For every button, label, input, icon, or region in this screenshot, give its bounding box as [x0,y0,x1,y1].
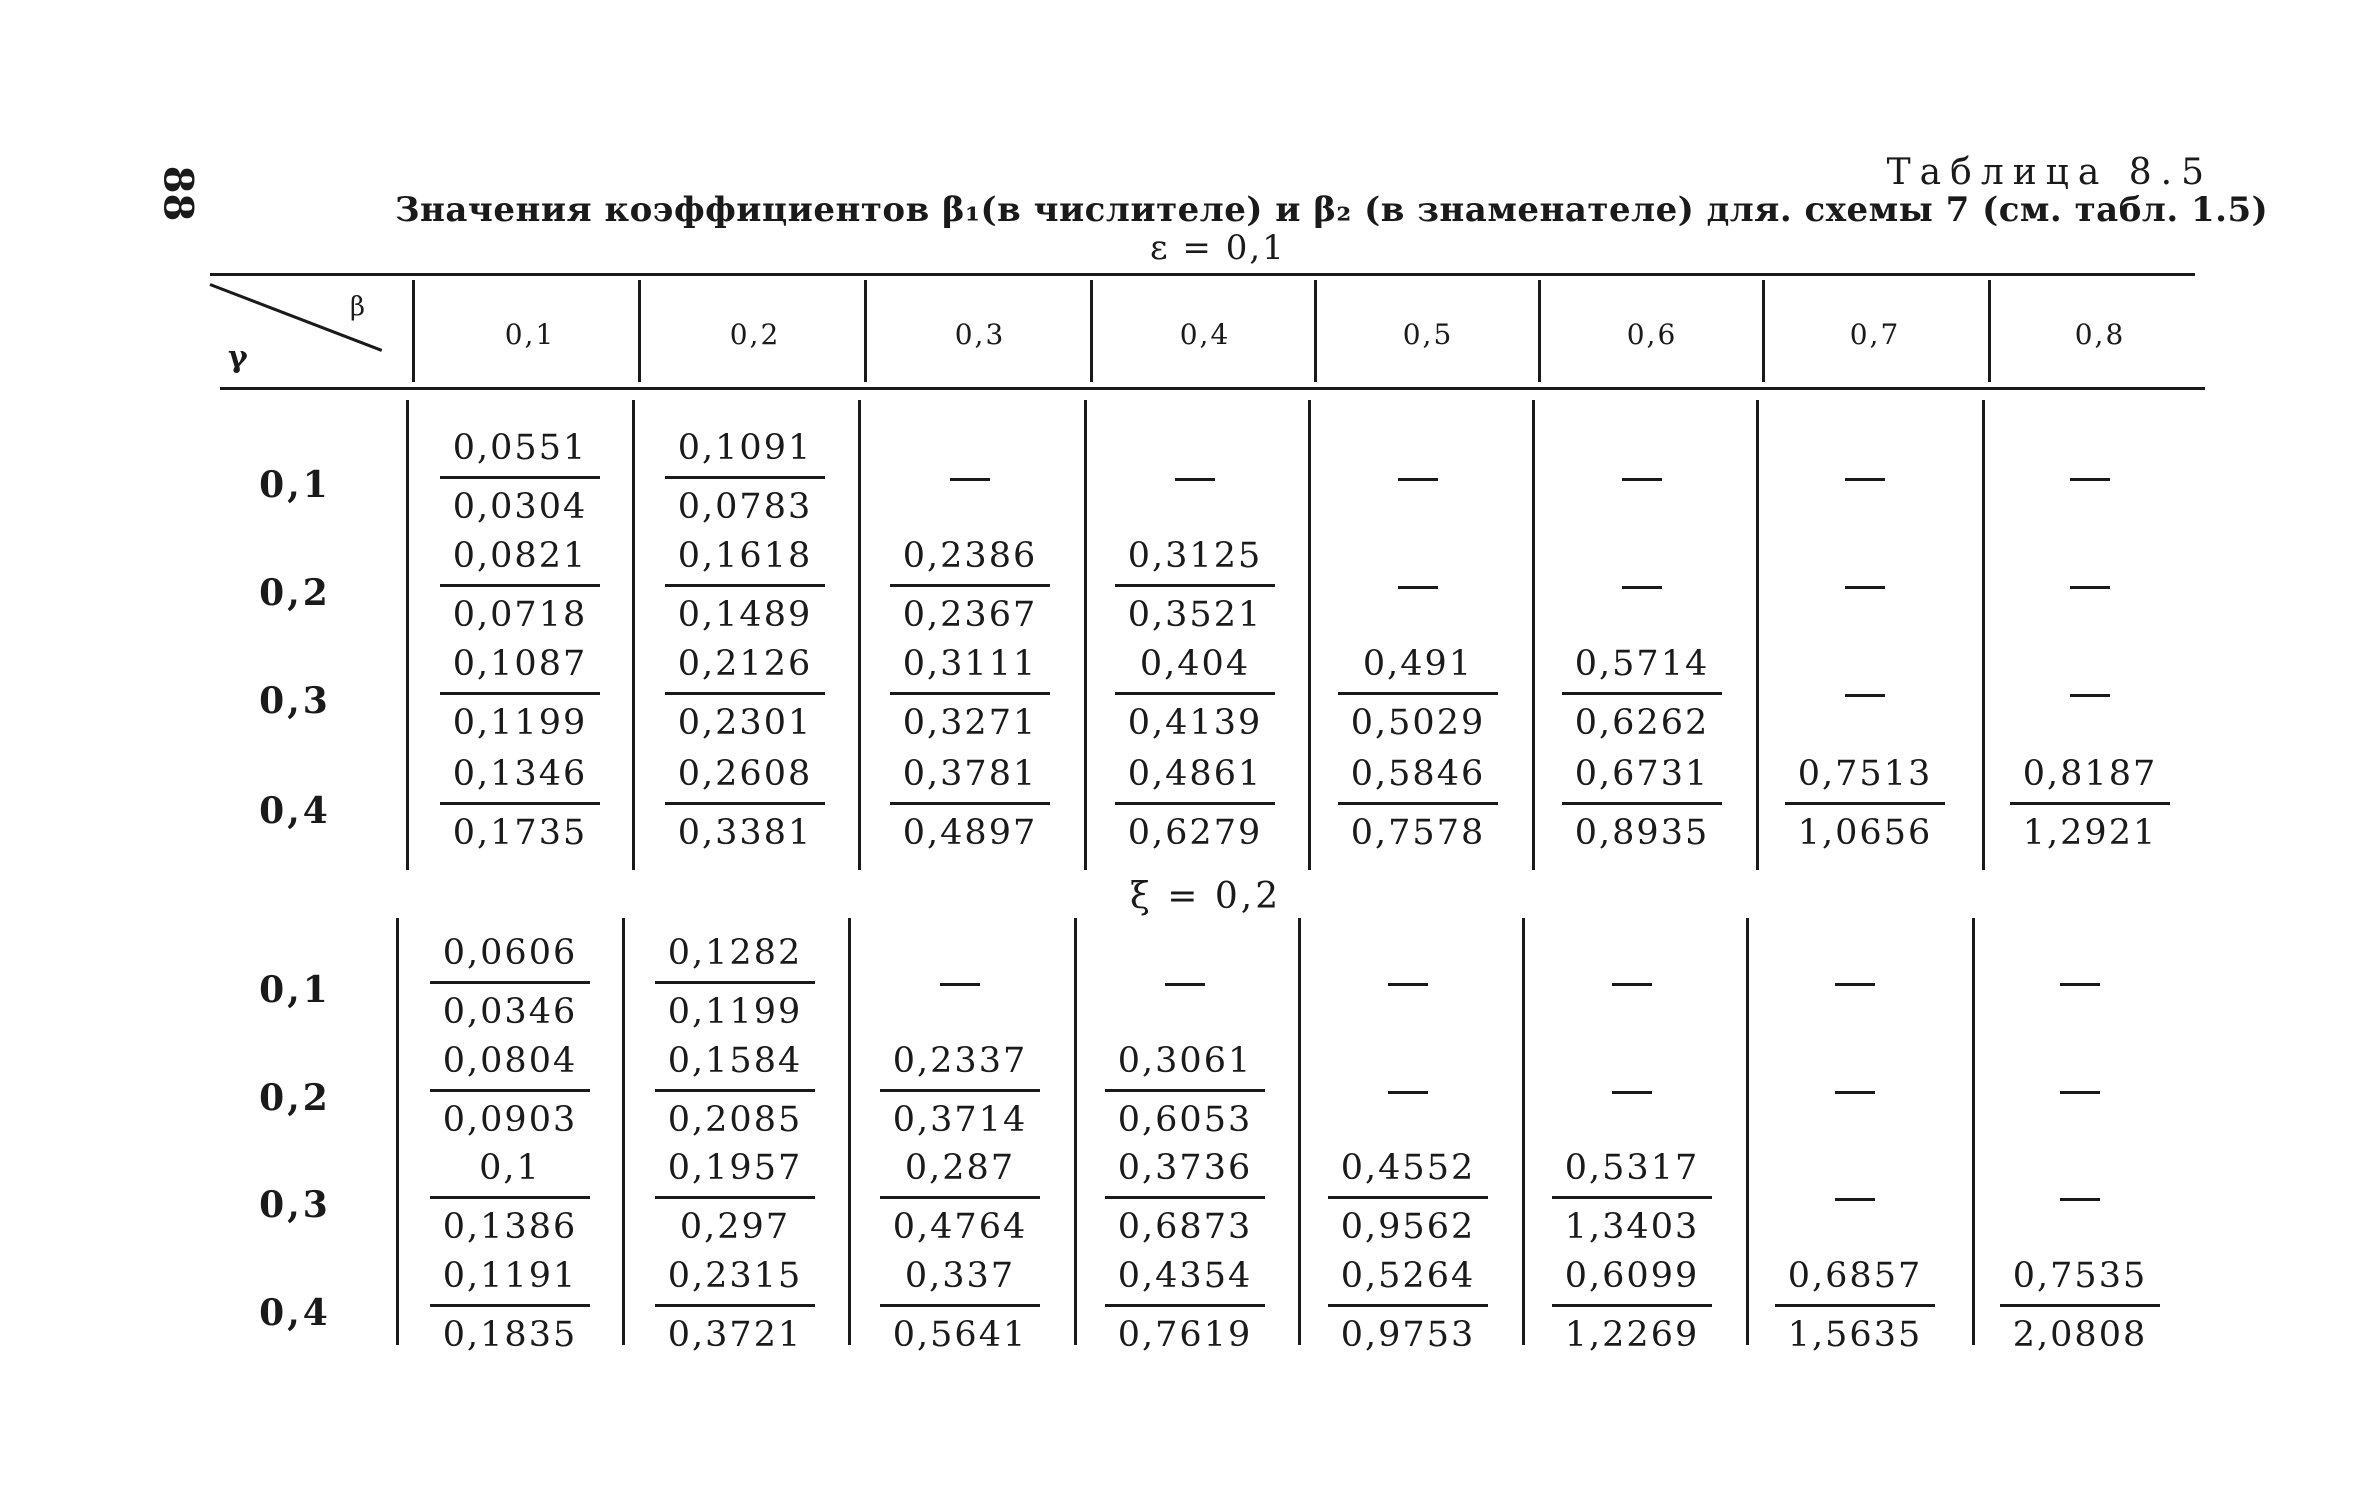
fraction-cell [440,422,600,533]
beta1-numerator: 0,7513 [1797,754,1933,794]
body-column-separator [1982,400,1985,870]
beta1-numerator: 0,5714 [1574,644,1710,684]
beta1-numerator: 0,5264 [1340,1256,1476,1296]
table-label: Таблица 8.5 [1886,152,2213,193]
beta1-numerator: 0,0804 [442,1041,578,1081]
beta1-numerator: 0,6099 [1564,1256,1700,1296]
body-column-separator [848,918,851,1345]
fraction-cell [655,1142,815,1253]
body-column-separator [1298,918,1301,1345]
beta2-denominator: 0,3714 [892,1100,1028,1140]
table-caption: Значения коэффициентов β₁(в числителе) и β₂ (в знаменателе) для. схемы 7 (см. табл. 1.5) [395,190,2269,230]
beta1-numerator: 0,337 [904,1256,1016,1296]
beta1-numerator: 0,3125 [1127,536,1263,576]
fraction-cell [890,530,1050,641]
beta2-denominator: 0,6053 [1117,1100,1253,1140]
row-label-gamma: 0,2 [259,1077,331,1119]
beta2-denominator: 0,3381 [677,813,813,853]
empty-cell-dash [1388,983,1428,986]
column-header-beta: 0,5 [1402,318,1454,351]
beta2-denominator: 0,5641 [892,1315,1028,1355]
body-column-separator [622,918,625,1345]
column-header-beta: 0,8 [2074,318,2126,351]
beta1-numerator: 0,3781 [902,754,1038,794]
row-label-gamma: 0,3 [259,1184,331,1226]
fraction-cell [880,1035,1040,1146]
block2-title: ξ = 0,2 [1130,876,1282,917]
fraction-cell [430,1250,590,1361]
empty-cell-dash [1835,1198,1875,1201]
body-column-separator [396,918,399,1345]
fraction-cell [2000,1250,2160,1361]
header-column-separator [412,280,415,382]
column-header-beta: 0,1 [504,318,556,351]
body-column-separator [1084,400,1087,870]
row-label-gamma: 0,4 [259,1292,331,1334]
body-column-separator [1746,918,1749,1345]
fraction-cell [1115,748,1275,859]
beta2-denominator: 0,0346 [442,992,578,1032]
fraction-cell [440,638,600,749]
beta1-numerator: 0,1618 [677,536,813,576]
beta2-denominator: 0,2367 [902,595,1038,635]
beta2-denominator: 0,1489 [677,595,813,635]
empty-cell-dash [1398,478,1438,481]
beta1-numerator: 0,2337 [892,1041,1028,1081]
empty-cell-dash [940,983,980,986]
beta1-numerator: 0,4861 [1127,754,1263,794]
fraction-cell [890,748,1050,859]
body-column-separator [1972,918,1975,1345]
body-column-separator [1532,400,1535,870]
beta1-numerator: 0,6857 [1787,1256,1923,1296]
empty-cell-dash [1612,983,1652,986]
beta2-denominator: 0,297 [679,1207,791,1247]
beta2-denominator: 0,4139 [1127,703,1263,743]
fraction-cell [655,1035,815,1146]
row-label-gamma: 0,1 [259,464,331,506]
beta2-denominator: 0,0718 [452,595,588,635]
fraction-cell [1115,638,1275,749]
empty-cell-dash [2070,694,2110,697]
beta1-numerator: 0,7535 [2012,1256,2148,1296]
beta2-denominator: 0,2085 [667,1100,803,1140]
header-column-separator [1090,280,1093,382]
beta1-numerator: 0,4552 [1340,1148,1476,1188]
fraction-cell [430,1142,590,1253]
beta2-denominator: 0,1835 [442,1315,578,1355]
beta1-numerator: 0,404 [1139,644,1251,684]
beta2-denominator: 1,0656 [1797,813,1933,853]
beta1-numerator: 0,3111 [902,644,1038,684]
empty-cell-dash [1845,586,1885,589]
fraction-cell [665,530,825,641]
header-top-rule [210,273,2195,276]
column-header-beta: 0,6 [1626,318,1678,351]
fraction-cell [1338,748,1498,859]
fraction-cell [440,530,600,641]
empty-cell-dash [1622,586,1662,589]
fraction-cell [440,748,600,859]
beta2-denominator: 0,3271 [902,703,1038,743]
beta1-numerator: 0,1091 [677,428,813,468]
fraction-cell [1562,638,1722,749]
fraction-cell [1785,748,1945,859]
fraction-cell [890,638,1050,749]
header-column-separator [1538,280,1541,382]
beta2-denominator: 0,7619 [1117,1315,1253,1355]
beta2-denominator: 0,6873 [1117,1207,1253,1247]
beta2-denominator: 1,2921 [2022,813,2158,853]
beta1-numerator: 0,5317 [1564,1148,1700,1188]
fraction-cell [430,927,590,1038]
empty-cell-dash [1845,478,1885,481]
fraction-cell [1562,748,1722,859]
beta1-numerator: 0,287 [904,1148,1016,1188]
beta2-denominator: 0,6262 [1574,703,1710,743]
beta1-numerator: 0,3061 [1117,1041,1253,1081]
fraction-cell [880,1250,1040,1361]
header-column-separator [1762,280,1765,382]
beta2-denominator: 0,5029 [1350,703,1486,743]
beta2-denominator: 0,1199 [452,703,588,743]
empty-cell-dash [2070,478,2110,481]
empty-cell-dash [2060,983,2100,986]
body-column-separator [1308,400,1311,870]
fraction-cell [665,422,825,533]
header-column-separator [864,280,867,382]
column-header-beta: 0,3 [954,318,1006,351]
row-label-gamma: 0,3 [259,680,331,722]
row-label-gamma: 0,2 [259,572,331,614]
beta1-numerator: 0,2315 [667,1256,803,1296]
body-column-separator [1074,918,1077,1345]
beta2-denominator: 0,1735 [452,813,588,853]
corner-beta-label: β [350,292,366,322]
beta2-denominator: 0,7578 [1350,813,1486,853]
beta1-numerator: 0,1346 [452,754,588,794]
beta1-numerator: 0,3736 [1117,1148,1253,1188]
beta1-numerator: 0,0821 [452,536,588,576]
fraction-cell [2010,748,2170,859]
fraction-cell [1775,1250,1935,1361]
beta1-numerator: 0,4354 [1117,1256,1253,1296]
block1-title: ε = 0,1 [1150,228,1286,268]
fraction-cell [655,1250,815,1361]
beta2-denominator: 0,0783 [677,487,813,527]
beta2-denominator: 1,5635 [1787,1315,1923,1355]
beta2-denominator: 0,3721 [667,1315,803,1355]
header-column-separator [638,280,641,382]
fraction-cell [655,927,815,1038]
fraction-cell [665,748,825,859]
beta1-numerator: 0,1957 [667,1148,803,1188]
beta2-denominator: 0,1386 [442,1207,578,1247]
beta1-numerator: 0,2608 [677,754,813,794]
beta1-numerator: 0,6731 [1574,754,1710,794]
header-column-separator [1314,280,1317,382]
empty-cell-dash [1398,586,1438,589]
empty-cell-dash [1165,983,1205,986]
fraction-cell [1338,638,1498,749]
fraction-cell [1552,1250,1712,1361]
empty-cell-dash [1835,983,1875,986]
column-header-beta: 0,2 [729,318,781,351]
empty-cell-dash [1612,1091,1652,1094]
empty-cell-dash [1175,478,1215,481]
body-column-separator [1756,400,1759,870]
beta2-denominator: 0,4764 [892,1207,1028,1247]
fraction-cell [1105,1035,1265,1146]
empty-cell-dash [1845,694,1885,697]
body-column-separator [406,400,409,870]
body-column-separator [632,400,635,870]
beta1-numerator: 0,2386 [902,536,1038,576]
empty-cell-dash [950,478,990,481]
header-column-separator [1988,280,1991,382]
beta1-numerator: 0,5846 [1350,754,1486,794]
body-column-separator [858,400,861,870]
fraction-cell [1328,1250,1488,1361]
fraction-cell [1105,1250,1265,1361]
fraction-cell [665,638,825,749]
column-header-beta: 0,4 [1179,318,1231,351]
fraction-cell [430,1035,590,1146]
beta1-numerator: 0,1584 [667,1041,803,1081]
empty-cell-dash [1622,478,1662,481]
empty-cell-dash [2070,586,2110,589]
beta1-numerator: 0,0551 [452,428,588,468]
beta2-denominator: 1,2269 [1564,1315,1700,1355]
empty-cell-dash [1388,1091,1428,1094]
empty-cell-dash [1835,1091,1875,1094]
beta1-numerator: 0,491 [1362,644,1474,684]
empty-cell-dash [2060,1198,2100,1201]
beta2-denominator: 0,4897 [902,813,1038,853]
beta2-denominator: 0,0903 [442,1100,578,1140]
fraction-cell [880,1142,1040,1253]
body-column-separator [1522,918,1525,1345]
beta1-numerator: 0,1282 [667,933,803,973]
fraction-cell [1328,1142,1488,1253]
page-number: 88 [154,165,202,222]
corner-gamma-label: γ [228,340,248,375]
beta1-numerator: 0,1 [479,1148,541,1188]
fraction-cell [1115,530,1275,641]
beta2-denominator: 0,1199 [667,992,803,1032]
beta2-denominator: 0,0304 [452,487,588,527]
row-label-gamma: 0,1 [259,969,331,1011]
beta1-numerator: 0,0606 [442,933,578,973]
beta2-denominator: 0,6279 [1127,813,1263,853]
empty-cell-dash [2060,1091,2100,1094]
row-label-gamma: 0,4 [259,790,331,832]
beta2-denominator: 1,3403 [1564,1207,1700,1247]
beta2-denominator: 0,2301 [677,703,813,743]
beta1-numerator: 0,1087 [452,644,588,684]
beta1-numerator: 0,1191 [442,1256,578,1296]
beta1-numerator: 0,8187 [2022,754,2158,794]
fraction-cell [1105,1142,1265,1253]
header-bottom-rule [220,387,2205,390]
beta1-numerator: 0,2126 [677,644,813,684]
beta2-denominator: 0,9753 [1340,1315,1476,1355]
column-header-beta: 0,7 [1849,318,1901,351]
fraction-cell [1552,1142,1712,1253]
beta2-denominator: 0,3521 [1127,595,1263,635]
beta2-denominator: 0,8935 [1574,813,1710,853]
beta2-denominator: 0,9562 [1340,1207,1476,1247]
beta2-denominator: 2,0808 [2012,1315,2148,1355]
